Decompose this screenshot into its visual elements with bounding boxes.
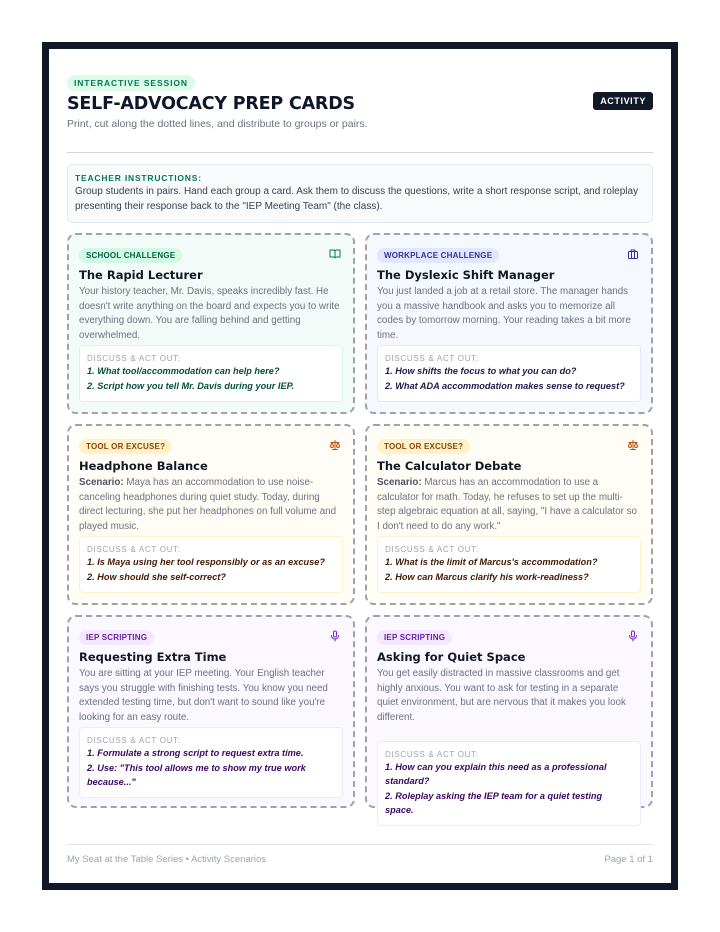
card-tag: IEP SCRIPTING	[79, 630, 154, 645]
discuss-box	[377, 536, 641, 593]
question-1: 1. How shifts the focus to what you can do?	[385, 366, 577, 376]
page-number: Page 1 of 1	[604, 854, 653, 865]
discuss-label: DISCUSS & ACT OUT:	[87, 354, 181, 363]
discuss-box	[79, 345, 343, 402]
card-scenario: You are sitting at your IEP meeting. Your English teacher says you struggle with finishing tests. You know you need extended testing time, but don't want to sound like you're looking for an easy route.	[79, 668, 328, 723]
scenario-card	[365, 424, 653, 605]
scenario-prefix: Scenario:	[79, 477, 124, 488]
page-title: SELF-ADVOCACY PREP CARDS	[67, 94, 355, 114]
page-frame	[42, 42, 678, 890]
card-tag: TOOL OR EXCUSE?	[377, 439, 470, 454]
book-icon	[329, 248, 341, 260]
card-grid	[67, 233, 653, 815]
question-2: 2. What ADA accommodation makes sense to request?	[385, 381, 625, 391]
scale-icon	[627, 439, 639, 451]
page-subtitle: Print, cut along the dotted lines, and distribute to groups or pairs.	[67, 118, 368, 130]
discuss-label: DISCUSS & ACT OUT:	[87, 545, 181, 554]
scenario-prefix: Scenario:	[377, 477, 422, 488]
card-tag: WORKPLACE CHALLENGE	[377, 248, 499, 263]
discuss-label: DISCUSS & ACT OUT:	[385, 750, 479, 759]
footer-series: My Seat at the Table Series • Activity Scenarios	[67, 854, 267, 865]
scenario-card	[365, 233, 653, 414]
question-2: 2. Roleplay asking the IEP team for a quiet testing space.	[385, 791, 603, 815]
instructions-text: Group students in pairs. Hand each group a card. Ask them to discuss the questions, write a short response script, and roleplay presenting their response back to the "IEP Meeting Team" (the class).	[75, 186, 639, 212]
scenario-body: Marcus has an accommodation to use a calculator for math. Today, he refuses to set up the multi-step algebraic equation at all, saying, "I have a calculator so I don't need to do any work."	[377, 477, 637, 532]
discuss-box	[79, 536, 343, 593]
session-kicker: INTERACTIVE SESSION	[67, 75, 195, 91]
question-2: 2. How can Marcus clarify his work-readiness?	[385, 572, 589, 582]
scenario-card	[365, 615, 653, 815]
teacher-instructions	[67, 164, 653, 223]
discuss-label: DISCUSS & ACT OUT:	[87, 736, 181, 745]
discuss-box	[377, 741, 641, 826]
instructions-label: TEACHER INSTRUCTIONS:	[75, 173, 202, 183]
card-scenario: Your history teacher, Mr. Davis, speaks incredibly fast. He doesn't write anything on the board and expects you to write everything down. You are falling behind and getting overwhelmed.	[79, 286, 340, 341]
discuss-label: DISCUSS & ACT OUT:	[385, 545, 479, 554]
discuss-box	[377, 345, 641, 402]
card-title: The Rapid Lecturer	[79, 268, 203, 282]
question-2: 2. How should she self-correct?	[87, 572, 226, 582]
card-tag: IEP SCRIPTING	[377, 630, 452, 645]
microphone-icon	[329, 630, 341, 642]
card-title: Headphone Balance	[79, 459, 208, 473]
scale-icon	[329, 439, 341, 451]
question-1: 1. Formulate a strong script to request extra time.	[87, 748, 304, 758]
briefcase-icon	[627, 248, 639, 260]
card-title: Requesting Extra Time	[79, 650, 227, 664]
question-1: 1. Is Maya using her tool responsibly or as an excuse?	[87, 557, 325, 567]
question-2: 2. Use: "This tool allows me to show my true work because..."	[87, 763, 306, 787]
card-scenario	[377, 476, 641, 534]
card-scenario: You just landed a job at a retail store. The manager hands you a massive handbook and asks you to memorize all codes by tomorrow morning. Your reading takes a bit more time.	[377, 286, 631, 341]
scenario-card	[67, 424, 355, 605]
card-title: The Dyslexic Shift Manager	[377, 268, 555, 282]
question-1: 1. What is the limit of Marcus's accommodation?	[385, 557, 598, 567]
card-scenario	[79, 476, 343, 534]
page-header	[67, 73, 653, 153]
question-1: 1. How can you explain this need as a professional standard?	[385, 762, 607, 786]
scenario-card	[67, 615, 355, 808]
microphone-icon	[627, 630, 639, 642]
question-2: 2. Script how you tell Mr. Davis during your IEP.	[87, 381, 295, 391]
card-scenario: You get easily distracted in massive classrooms and get highly anxious. You want to ask for testing in a separate quiet environment, but are nervous that it makes you look different.	[377, 668, 626, 723]
discuss-label: DISCUSS & ACT OUT:	[385, 354, 479, 363]
question-1: 1. What tool/accommodation can help here?	[87, 366, 280, 376]
scenario-body: Maya has an accommodation to use noise-canceling headphones during quiet study. Today, during direct lecturing, she put her headphones on full volume and played music.	[79, 477, 337, 532]
scenario-card	[67, 233, 355, 414]
card-title: The Calculator Debate	[377, 459, 522, 473]
page-footer	[67, 844, 653, 865]
card-tag: SCHOOL CHALLENGE	[79, 248, 182, 263]
discuss-box	[79, 727, 343, 798]
card-tag: TOOL OR EXCUSE?	[79, 439, 172, 454]
worksheet-page	[49, 49, 671, 883]
card-title: Asking for Quiet Space	[377, 650, 526, 664]
activity-badge: ACTIVITY	[593, 92, 653, 110]
